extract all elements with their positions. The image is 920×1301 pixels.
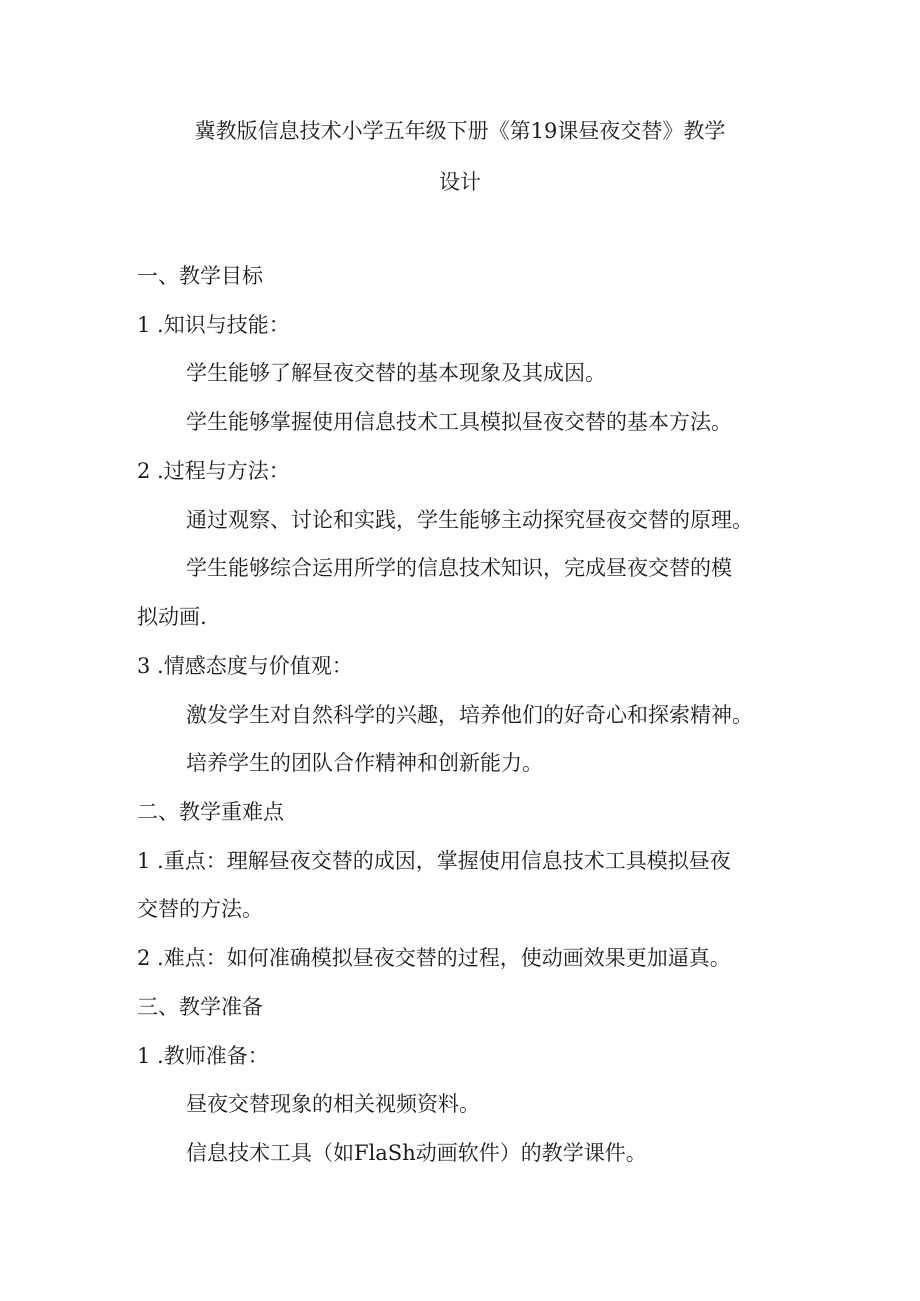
subheading-knowledge-skills: 1 .知识与技能： bbox=[137, 313, 290, 337]
paragraph: 学生能够掌握使用信息技术工具模拟昼夜交替的基本方法。 bbox=[186, 410, 732, 434]
subheading-process-methods: 2 .过程与方法： bbox=[137, 459, 290, 483]
paragraph: 学生能够综合运用所学的信息技术知识，完成昼夜交替的模 bbox=[186, 556, 732, 580]
section-heading-preparation: 三、教学准备 bbox=[137, 995, 263, 1019]
paragraph: 昼夜交替现象的相关视频资料。 bbox=[186, 1092, 480, 1116]
document-title-line-1: 冀教版信息技术小学五年级下册《第19课昼夜交替》教学 bbox=[194, 119, 726, 143]
subheading-teacher-preparation: 1 .教师准备： bbox=[137, 1044, 269, 1068]
paragraph: 学生能够了解昼夜交替的基本现象及其成因。 bbox=[186, 361, 606, 385]
paragraph-focus-continuation: 交替的方法。 bbox=[137, 897, 263, 921]
paragraph: 通过观察、讨论和实践，学生能够主动探究昼夜交替的原理。 bbox=[186, 508, 753, 532]
section-heading-key-points: 二、教学重难点 bbox=[137, 800, 284, 824]
paragraph: 激发学生对自然科学的兴趣，培养他们的好奇心和探索精神。 bbox=[186, 703, 753, 727]
paragraph-difficulty: 2 .难点：如何准确模拟昼夜交替的过程，使动画效果更加逼真。 bbox=[137, 946, 731, 970]
paragraph-focus: 1 .重点：理解昼夜交替的成因，掌握使用信息技术工具模拟昼夜 bbox=[137, 849, 731, 873]
subheading-attitude-values: 3 .情感态度与价值观： bbox=[137, 654, 353, 678]
paragraph: 培养学生的团队合作精神和创新能力。 bbox=[186, 751, 543, 775]
paragraph: 信息技术工具（如FlaSh动画软件）的教学课件。 bbox=[186, 1141, 647, 1165]
document-title-line-2: 设计 bbox=[439, 170, 481, 194]
section-heading-objectives: 一、教学目标 bbox=[137, 264, 263, 288]
paragraph-continuation: 拟动画. bbox=[137, 605, 207, 629]
